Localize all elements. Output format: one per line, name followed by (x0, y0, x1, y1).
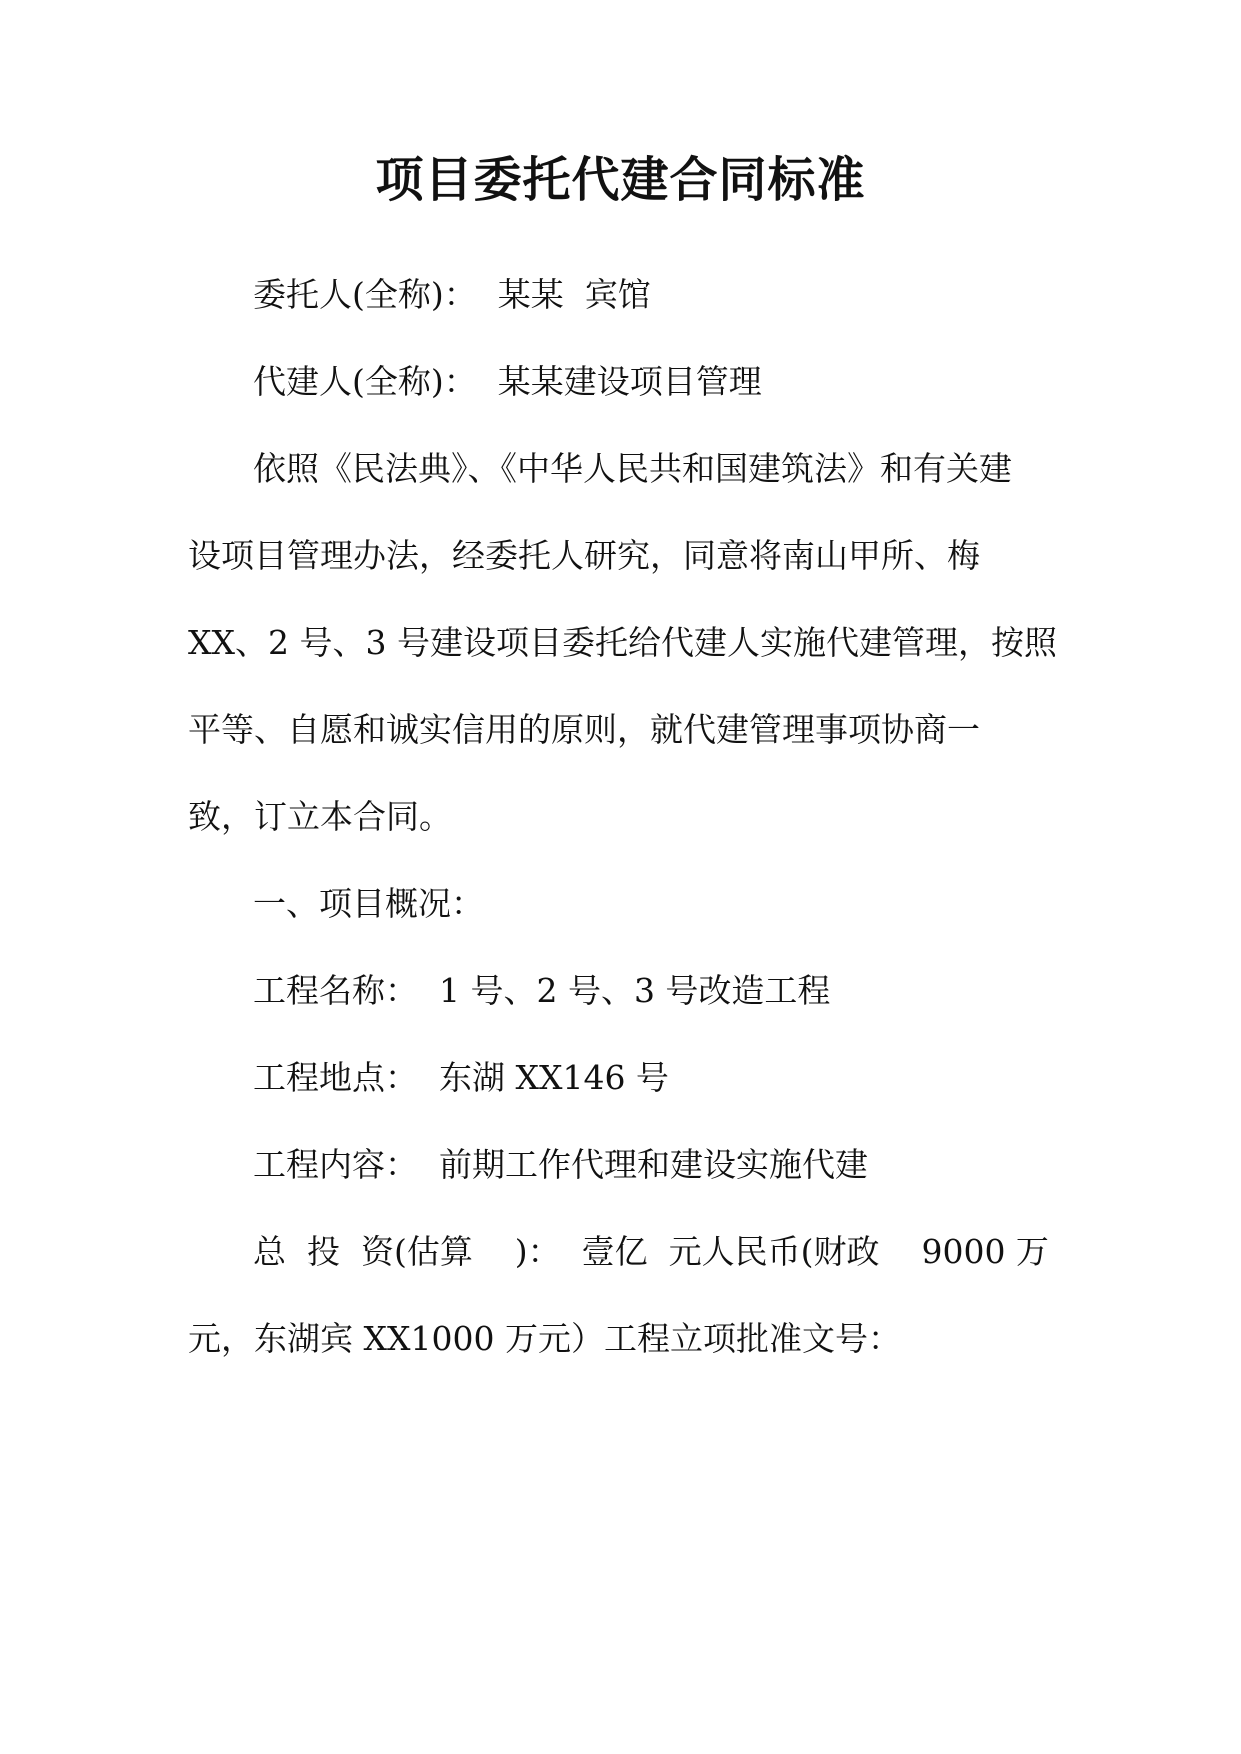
preamble-line-4: 平等、自愿和诚实信用的原则，就代建管理事项协商一 (188, 710, 980, 749)
preamble-line-1: 依照《民法典》、《中华人民共和国建筑法》和有关建 (253, 449, 1012, 488)
agent-line: 代建人(全称)： 某某建设项目管理 (253, 362, 762, 401)
preamble-line-2: 设项目管理办法，经委托人研究，同意将南山甲所、梅 (188, 536, 980, 575)
preamble-line-5: 致，订立本合同。 (188, 797, 452, 836)
project-content-line: 工程内容： 前期工作代理和建设实施代建 (253, 1145, 868, 1184)
section-heading: 一、项目概况： (253, 884, 484, 923)
document-title: 项目委托代建合同标准 (375, 152, 866, 208)
total-investment-line-2: 元，东湖宾 XX1000 万元）工程立项批准文号： (188, 1319, 901, 1358)
client-line: 委托人(全称)： 某某 宾馆 (253, 275, 651, 314)
preamble-line-3: XX、2 号、3 号建设项目委托给代建人实施代建管理，按照 (188, 623, 1057, 662)
total-investment-line-1: 总 投 资(估算 )： 壹亿 元人民币(财政 9000 万 (253, 1232, 1049, 1271)
project-name-line: 工程名称： 1 号、2 号、3 号改造工程 (253, 971, 831, 1010)
project-location-line: 工程地点： 东湖 XX146 号 (253, 1058, 669, 1097)
